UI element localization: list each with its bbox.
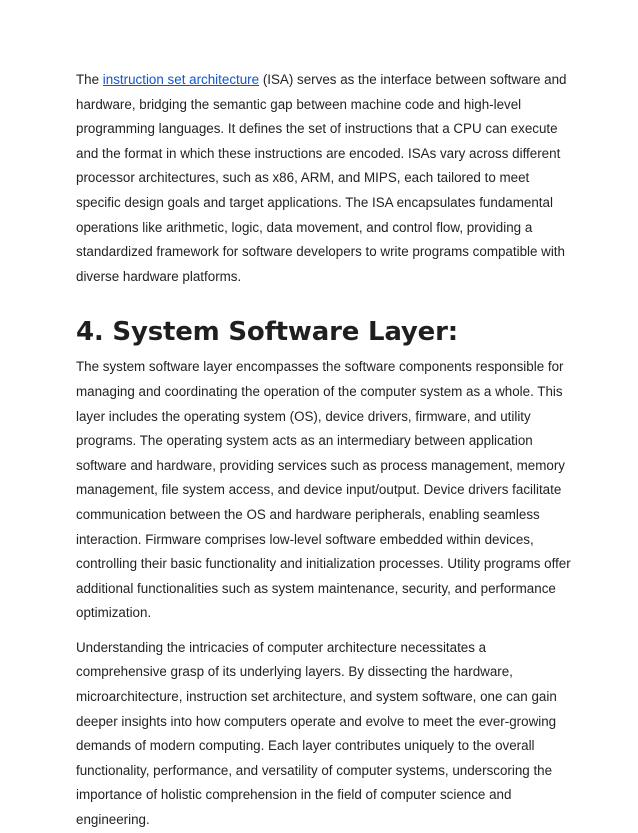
system-software-paragraph: The system software layer encompasses the software components responsible for managing and coordinating the operation of the computer system as a whole. This layer includes the operating system (OS), device drivers, firmware, and utility programs. The operating system acts as an intermediary between application software and hardware, providing services such as process management, memory management, file system access, and device input/output. Device drivers facilitate communication between the OS and hardware peripherals, enabling seamless interaction. Firmware comprises low-level software embedded within devices, controlling their basic functionality and initialization processes. Utility programs offer additional functionalities such as system maintenance, security, and performance optimization. [76, 359, 571, 621]
document-page [76, 68, 576, 833]
conclusion-paragraph: Understanding the intricacies of computer architecture necessitates a comprehensive grasp of its underlying layers. By dissecting the hardware, microarchitecture, instruction set architecture, and system software, one can gain deeper insights into how computers operate and evolve to meet the ever-growing demands of modern computing. Each layer contributes uniquely to the overall functionality, performance, and versatility of computer systems, underscoring the importance of holistic comprehension in the field of computer science and engineering. [76, 639, 557, 828]
instruction-set-architecture-link[interactable]: instruction set architecture [102, 72, 260, 87]
isa-paragraph-text: (ISA) serves as the interface between software and hardware, bridging the semantic gap between machine code and high-level programming languages. It defines the set of instructions that a CPU can execute and the format in which these instructions are encoded. ISAs vary across different processor architectures, such as x86, ARM, and MIPS, each tailored to meet specific design goals and target applications. The ISA encapsulates fundamental operations like arithmetic, logic, data movement, and control flow, providing a standardized framework for software developers to write programs compatible with diverse hardware platforms. [76, 72, 567, 284]
isa-paragraph-prefix: The [76, 72, 103, 87]
section-heading: 4. System Software Layer: [76, 317, 458, 348]
isa-paragraph [76, 68, 576, 289]
